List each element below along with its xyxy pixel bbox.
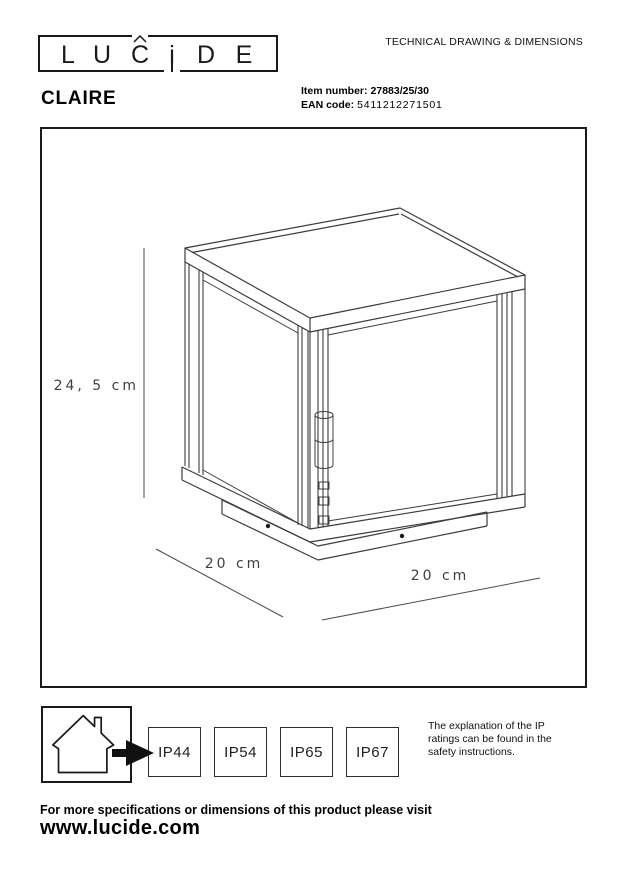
ean-value: 5411212271501 xyxy=(357,99,443,111)
footer-text: For more specifications or dimensions of this product please visit xyxy=(40,803,432,817)
ip-ratings-note: The explanation of the IP ratings can be found in the safety instructions. xyxy=(428,720,552,758)
doc-title: TECHNICAL DRAWING & DIMENSIONS xyxy=(385,36,583,48)
depth-dimension-label: 20 cm xyxy=(204,556,264,572)
logo-letter-u: U xyxy=(92,41,112,69)
ip-rating-ip67: IP67 xyxy=(346,727,399,777)
ip-rating-ip44: IP44 xyxy=(148,727,201,777)
item-info xyxy=(301,84,443,112)
item-number-label: Item number: xyxy=(301,85,368,97)
drawing-area xyxy=(40,127,587,688)
logo-letter-l: L xyxy=(61,41,75,69)
logo-letter-e: E xyxy=(235,41,253,69)
drawing-border xyxy=(41,128,586,687)
height-dimension-label: 24, 5 cm xyxy=(53,378,139,394)
screw-dot-right xyxy=(400,534,404,538)
ip-rating-ip54: IP54 xyxy=(214,727,267,777)
item-number-row xyxy=(301,84,443,98)
lucide-logo xyxy=(38,35,278,72)
ip-ratings-row xyxy=(148,727,412,777)
logo-letter-i: i xyxy=(169,41,175,69)
width-dimension-label: 20 cm xyxy=(410,568,470,584)
ean-label: EAN code: xyxy=(301,99,355,111)
item-number-value: 27883/25/30 xyxy=(370,85,429,97)
arrow-right-icon xyxy=(112,740,154,768)
logo-letter-d: D xyxy=(196,41,216,69)
logo-letter-c: C xyxy=(130,41,150,69)
ean-row xyxy=(301,98,443,112)
product-name: CLAIRE xyxy=(41,88,117,109)
ip-rating-ip65: IP65 xyxy=(280,727,333,777)
cube-lantern-drawing xyxy=(40,127,587,688)
footer-url: www.lucide.com xyxy=(40,817,201,839)
screw-dot-left xyxy=(266,524,270,528)
